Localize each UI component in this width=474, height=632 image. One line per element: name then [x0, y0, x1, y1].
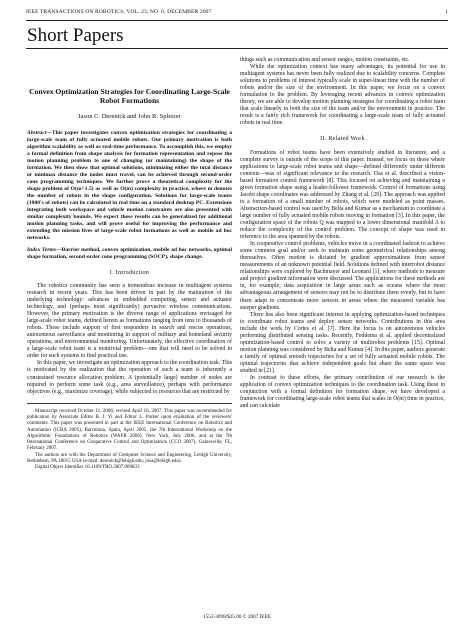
section-heading-intro: I. Introduction: [109, 269, 150, 276]
section-title: Short Papers: [27, 25, 124, 46]
abstract: [27, 130, 232, 242]
copyright-footer: 1552-3098/$25.00 © 2007 IEEE: [203, 614, 271, 620]
intro-paragraph-2: In this paper, we investigate an optimization approach to the coordination task. This is motivated by the realization that the operation of such a team is inherently a constrained resource allocation problem. A (potentially large) number of nodes are required to perform some task (e.g., area surveillance), perhaps with performance objectives (e.g., maximize coverage), while subjected to resources that are restricted by: [27, 360, 232, 395]
intro-paragraph-3: While the optimization context has many advantages, its potential for use in multiagent systems has never been fully realized due to scalability concerns. Complete solutions to problems of interest typically scale in super-linear time with the number of robots and/or the size of the environment. In this paper, we focus on a convex formulation to the problem. By leveraging recent advances in convex optimization theory, we are able to develop motion planning strategies for coordinating a robot team that scale linearly in both the size of the team and/or the environment in practice. The result is a fairly rich framework for coordinating a large-scale team of fully actuated robots in real time.: [240, 64, 445, 127]
header-rule: [26, 20, 448, 21]
related-paragraph-2: In cooperative control problems, vehicles move in a coordinated fashion to achieve some common goal and/or seek to maintain some geometrical relationships among themselves. Often motion is dictated by gradient approximations from sensor measurements of an unknown potential field. Solutions defined with interrobot distance relationships were explored by Bachmayer and Leonard [1], where methods to measure and project gradient information were discussed. The applications for these methods are in, for example, data acquisition in large areas such as oceans where the most advantageous arrangement of sensors may not be to distribute them evenly, but to have them adapt to concentrate more sensors in areas where the measured variable has steeper gradients.: [240, 241, 445, 311]
index-terms-label: Index Terms: [27, 246, 57, 253]
abstract-text: —This paper investigates convex optimization strategies for coordinating a large-scale team of fully actuated mobile robots. Our primary motivation is both algorithm scalability as well as real-time performance. To accomplish this, we employ a formal definition from shape analysis for formation representation and repose the motion planning problem to one of changing (or maintaining) the shape of the formation. We then show that optimal solutions, minimizing either the total distance or minimax distance the nodes must travel, can be achieved through second-order cone programming techniques. We further prove a theoretical complexity for the shape problem of O(m^1.5) as well as O(m) complexity in practice, where m denotes the number of robots in the shape configuration. Solutions for large-scale teams (1000's of robots) can be calculated in real time on a standard desktop PC. Extensions integrating both workspace and vehicle motion constraints are also presented with similar complexity bounds. We expect these results can be generalized for additional motion planning tasks, and will prove useful for improving the performance and extending the mission lives of large-scale robot formations as well as mobile ad hoc networks.: [27, 129, 232, 241]
footnote: [27, 403, 232, 472]
related-paragraph-3: There has also been significant interest in applying optimization-based techniques to coordinate robot teams and deploy sensor networks. Contributions in this area include the work by Cortes et al. [7]. Here the focus is on autonomous vehicles performing distributed sensing tasks. Recently, Feddema et al. applied decentralized optimization-based control to solve a variety of multirobot problems [15]. Optimal motion planning was considered by Belta and Kumar [4]. In this paper, authors generate a family of optimal smooth trajectories for a set of fully actuated mobile robots. The optimal trajectories that achieve independent goals but share the same space was studied in [21].: [240, 311, 445, 374]
section-heading-related: II. Related Work: [320, 136, 365, 143]
title-rule: [26, 48, 448, 49]
left-column: [27, 55, 232, 472]
right-column: [240, 57, 445, 410]
footnote-manuscript: Manuscript received October 11, 2006; revised April 16, 2007. This paper was recommended for publication by Associate Editor B. J. Yi and Editor L. Parker upon evaluation of the reviewers' comments. This paper was presented in part at the IEEE International Conference on Robotics and Automation (ICRA 2005), Barcelona, Spain, April 2005, the 7th International Workshop on the Algorithmic Foundations of Robotics (WAFR 2006), New York, July 2006, and at the 7th International Conference on Cooperative Control and Optimization (CCO 2007), Gainesville, FL, February 2007.: [27, 408, 232, 452]
journal-header: IEEE TRANSACTIONS ON ROBOTICS, VOL. 23, NO. 6, DECEMBER 2007: [26, 9, 212, 15]
paper-authors: Jason C. Derenick and John R. Spletzer: [78, 112, 181, 120]
related-paragraph-4: In contrast to these efforts, the primary contribution of our research is the application of convex optimization techniques to the coordination task. Using these in conjunction with a formal definition for formation shape, we have developed a framework for coordinating large-scale robot teams that scales in O(m) time in practice, and can calculate: [240, 375, 445, 410]
footnote-affiliation: The authors are with the Department of Computer Science and Engineering, Lehigh University, Bethlehem, PA 18015 USA (e-mail: derenick@lehigh.edu; josa@lehigh.edu).: [27, 452, 232, 465]
footnote-doi: Digital Object Identifier 10.1109/TRO.2007.909833: [35, 465, 140, 471]
index-terms: [27, 247, 232, 261]
index-terms-text: —Barrier method, convex optimization, mobile ad hoc networks, optimal shape formation, second-order cone programming (SOCP), shape change.: [27, 246, 232, 260]
abstract-label: Abstract: [27, 129, 47, 136]
intro-paragraph-1: The robotics community has seen a tremendous increase in multiagent systems research in recent years. This has been driven in part by the maturation of the underlying technology: advances in embedded computing, sensor and actuator technology, and (perhaps most significantly) pervasive wireless communications. However, the primary motivation is the diverse range of applications envisaged for large-scale robot teams, defined herein as formations ranging from tens to thousands of robots. These include support of first responders in search and rescue operations, autonomous surveillance and monitoring in support of military and homeland security operations, and environmental monitoring. Unfortunately, the effective coordination of a large-scale robot team is a nontrivial problem—one that will need to be solved in order for such systems to find practical use.: [27, 282, 232, 360]
page-number: 1: [445, 9, 448, 15]
intro-continued: things such as communication and sensor ranges, motion constraints, etc.: [240, 57, 410, 63]
paper-title: Convex Optimization Strategies for Coordinating Large-Scale Robot Formations: [29, 87, 230, 106]
related-paragraph-1: Formations of robot teams have been extensively studied in literature, and a complete survey is outside of the scope of this paper. Instead, we focus on those where applications to large-scale robot teams and shape—defined differently under different contexts—was of significant relevance to the research. Das et al. described a vision-based formation control framework [8]. This focused on achieving and maintaining a given formation shape using a leader-follower framework. Control of formations using Jacobi shape coordinates was addressed by Zhang et al. [29]. The approach was applied to a formation of a small number of robots, which were modeled as point masses. Abstraction-based control was used by Belta and Kumar as a mechanism to coordinate a large number of fully actuated mobile robots moving in formation [3]. In this paper, the configuration space of the robots Q was mapped to a lower dimensional manifold A to reduce the complexity of the control problem. The concept of shape was used in reference to the area spanned by the robots.: [240, 149, 445, 241]
running-header: [26, 9, 448, 18]
